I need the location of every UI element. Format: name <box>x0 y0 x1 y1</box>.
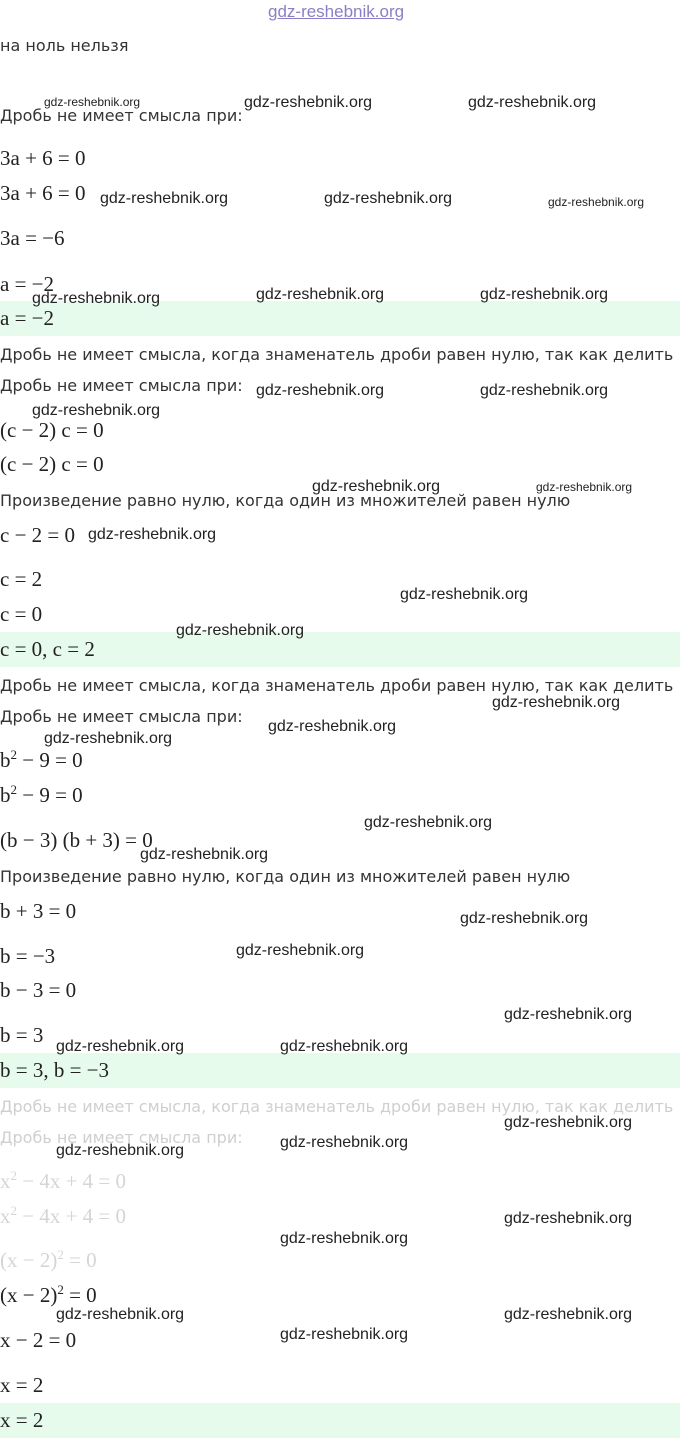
watermark: gdz-reshebnik.org <box>280 1230 409 1247</box>
answer-x <box>0 1403 680 1438</box>
product-zero-2: Произведение равно нулю, когда один из множителей равен нулю <box>0 867 571 886</box>
watermark: gdz-reshebnik.org <box>280 1134 409 1151</box>
answer-b <box>0 1053 680 1088</box>
reason-1: Дробь не имеет смысла, когда знаменатель дроби равен нулю, так как делить <box>0 345 674 364</box>
equation-b-factor-2: b − 3 = 0 <box>0 978 77 1002</box>
x-base: x <box>0 1169 11 1193</box>
watermark: gdz-reshebnik.org <box>480 286 609 303</box>
equation-a-1: 3a + 6 = 0 <box>0 146 86 170</box>
watermark: gdz-reshebnik.org <box>480 382 609 399</box>
x-base-2: x <box>0 1204 11 1228</box>
answer-c <box>0 632 680 667</box>
watermark: gdz-reshebnik.org <box>140 846 269 863</box>
x-sq-base-2: (x − 2) <box>0 1283 58 1307</box>
b-rest: − 9 = 0 <box>17 748 83 772</box>
watermark: gdz-reshebnik.org <box>256 286 385 303</box>
product-zero-1: Произведение равно нулю, когда один из множителей равен нулю <box>0 491 571 510</box>
watermark: gdz-reshebnik.org <box>280 1326 409 1343</box>
watermark: gdz-reshebnik.org <box>100 190 229 207</box>
label-not-defined-1: Дробь не имеет смысла при: <box>0 106 243 125</box>
watermark: gdz-reshebnik.org <box>44 730 173 747</box>
watermark: gdz-reshebnik.org <box>244 94 373 111</box>
watermark: gdz-reshebnik.org <box>256 382 385 399</box>
equation-c-1: (c − 2) c = 0 <box>0 418 104 442</box>
watermark: gdz-reshebnik.org <box>504 1114 633 1131</box>
reason-2: Дробь не имеет смысла, когда знаменатель дроби равен нулю, так как делить <box>0 676 674 695</box>
site-link[interactable]: gdz-reshebnik.org <box>268 2 405 21</box>
x-exp-2: 2 <box>10 1203 17 1218</box>
b-rest-2: − 9 = 0 <box>17 783 83 807</box>
watermark: gdz-reshebnik.org <box>312 478 441 495</box>
equation-a-result: a = −2 <box>0 272 55 296</box>
reason-3: Дробь не имеет смысла, когда знаменатель дроби равен нулю, так как делить <box>0 1097 674 1116</box>
equation-c-root-2: c = 0 <box>0 602 43 626</box>
equation-a-step: 3a = −6 <box>0 226 65 250</box>
x-sq-rest: = 0 <box>63 1248 97 1272</box>
watermark: gdz-reshebnik.org <box>88 526 217 543</box>
x-sq-exp: 2 <box>57 1247 64 1262</box>
watermark: gdz-reshebnik.org <box>364 814 493 831</box>
watermark: gdz-reshebnik.org <box>504 1006 633 1023</box>
answer-b-text: b = 3, b = −3 <box>0 1058 110 1082</box>
watermark: gdz-reshebnik.org <box>548 195 645 209</box>
watermark: gdz-reshebnik.org <box>324 190 453 207</box>
watermark: gdz-reshebnik.org <box>280 1038 409 1055</box>
x-sq-exp-2: 2 <box>57 1282 64 1297</box>
watermark: gdz-reshebnik.org <box>56 1038 185 1055</box>
answer-x-text: x = 2 <box>0 1408 44 1432</box>
b-base: b <box>0 748 11 772</box>
equation-x-result: x = 2 <box>0 1373 44 1397</box>
equation-b-2 <box>0 782 680 808</box>
watermark: gdz-reshebnik.org <box>460 910 589 927</box>
watermark: gdz-reshebnik.org <box>536 480 633 494</box>
watermark: gdz-reshebnik.org <box>400 586 529 603</box>
equation-b-1 <box>0 747 680 773</box>
equation-b-root-2: b = 3 <box>0 1023 44 1047</box>
equation-b-factored: (b − 3) (b + 3) = 0 <box>0 828 153 852</box>
watermark: gdz-reshebnik.org <box>504 1210 633 1227</box>
answer-c-text: c = 0, c = 2 <box>0 637 95 661</box>
equation-x-square-1 <box>0 1247 680 1273</box>
b-base-2: b <box>0 783 11 807</box>
b-exp-2: 2 <box>10 782 17 797</box>
watermark: gdz-reshebnik.org <box>176 622 305 639</box>
watermark: gdz-reshebnik.org <box>504 1306 633 1323</box>
watermark: gdz-reshebnik.org <box>44 95 141 109</box>
watermark: gdz-reshebnik.org <box>236 942 365 959</box>
equation-x-1 <box>0 1168 680 1194</box>
watermark: gdz-reshebnik.org <box>32 402 161 419</box>
watermark: gdz-reshebnik.org <box>56 1142 185 1159</box>
x-sq-base: (x − 2) <box>0 1248 58 1272</box>
equation-a-2: 3a + 6 = 0 <box>0 181 86 205</box>
answer-a-text: a = −2 <box>0 306 55 330</box>
equation-c-2: (c − 2) c = 0 <box>0 452 104 476</box>
equation-b-root-1: b = −3 <box>0 944 56 968</box>
x-rest: − 4x + 4 = 0 <box>17 1169 127 1193</box>
watermark: gdz-reshebnik.org <box>492 694 621 711</box>
equation-x-square-2 <box>0 1282 680 1308</box>
label-not-defined-4: Дробь не имеет смысла при: <box>0 1128 243 1147</box>
equation-x-factor: x − 2 = 0 <box>0 1328 77 1352</box>
equation-c-factor: c − 2 = 0 <box>0 523 76 547</box>
watermark: gdz-reshebnik.org <box>268 718 397 735</box>
b-exp: 2 <box>10 747 17 762</box>
text-fragment: на ноль нельзя <box>0 36 129 55</box>
watermark: gdz-reshebnik.org <box>32 290 161 307</box>
label-not-defined-3: Дробь не имеет смысла при: <box>0 707 243 726</box>
x-exp: 2 <box>10 1168 17 1183</box>
watermark: gdz-reshebnik.org <box>468 94 597 111</box>
x-sq-rest-2: = 0 <box>63 1283 97 1307</box>
equation-c-root-1: c = 2 <box>0 567 43 591</box>
equation-b-factor-1: b + 3 = 0 <box>0 899 77 923</box>
label-not-defined-2: Дробь не имеет смысла при: <box>0 376 243 395</box>
x-rest-2: − 4x + 4 = 0 <box>17 1204 127 1228</box>
watermark: gdz-reshebnik.org <box>56 1306 185 1323</box>
